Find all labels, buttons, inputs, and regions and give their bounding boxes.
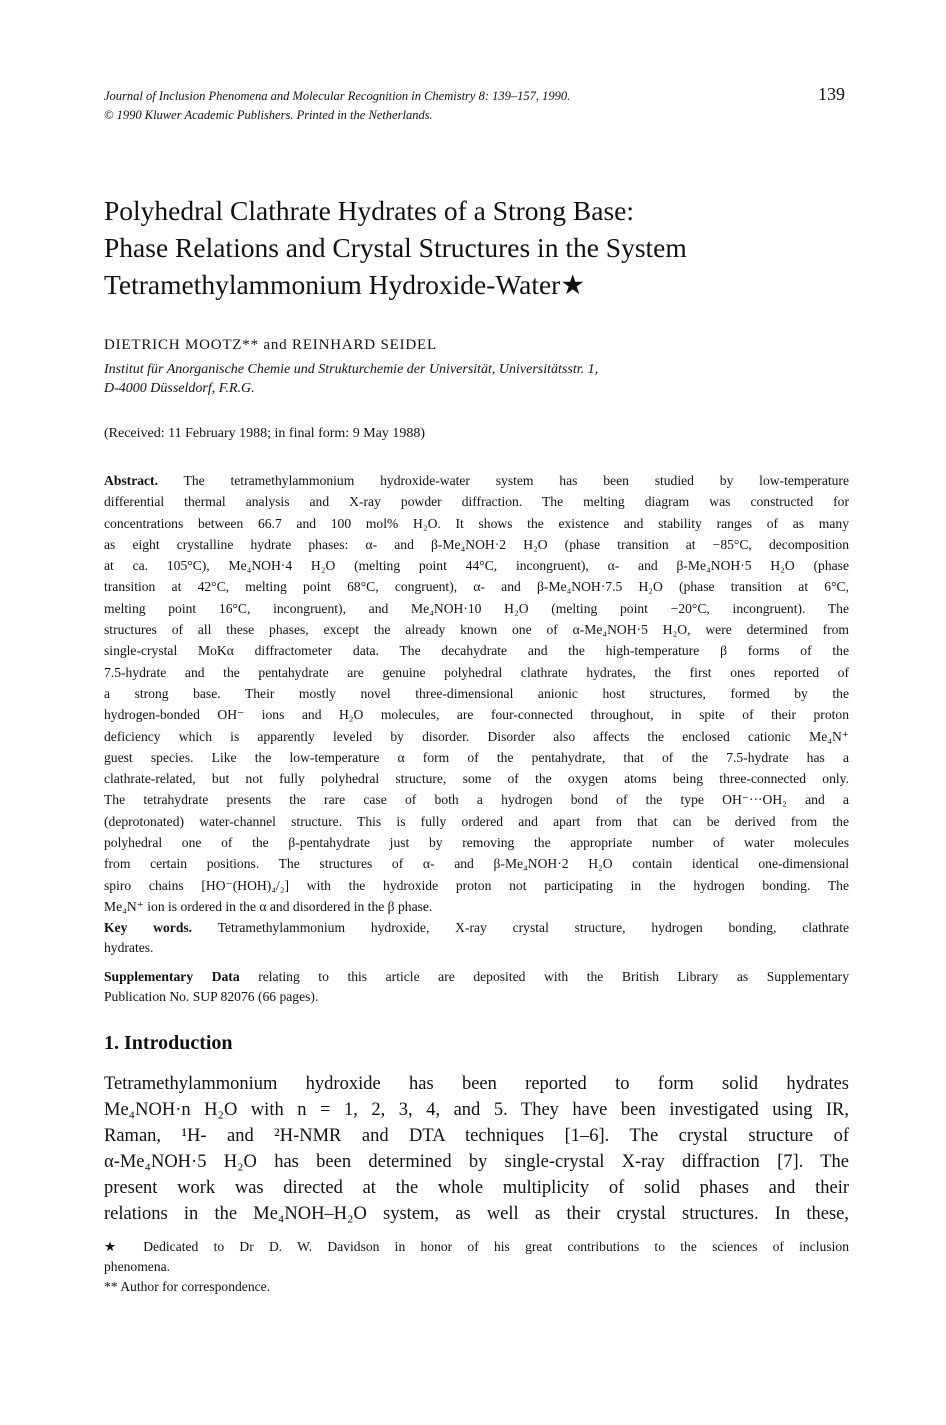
abstract bbox=[104, 470, 849, 917]
keywords-line: Key words. Tetramethylammonium hydroxide, X-ray crystal structure, hydrogen bonding, clathrate bbox=[104, 920, 850, 935]
affiliation-line-1: Institut für Anorganische Chemie und Strukturchemie der Universität, Universitätsstr. 1, bbox=[104, 362, 599, 377]
keywords-label: Key words. bbox=[104, 920, 193, 935]
journal-header bbox=[104, 87, 570, 125]
received-dates: (Received: 11 February 1988; in final form: 9 May 1988) bbox=[104, 426, 426, 441]
body-line: present work was directed at the whole multiplicity of solid phases and their bbox=[104, 1178, 849, 1198]
footnote-dedication: ★ Dedicated to Dr D. W. Davidson in honor of his great contributions to the sciences of inclusion bbox=[104, 1239, 849, 1254]
keywords bbox=[104, 918, 849, 958]
body-line: Raman, ¹H- and ²H-NMR and DTA techniques [1–6]. The crystal structure of bbox=[104, 1126, 849, 1146]
abstract-line: hydrogen-bonded OH⁻ ions and H₂O molecules, are four-connected throughout, in spite of their proton bbox=[104, 707, 849, 723]
abstract-line: from certain positions. The structures of α- and β-Me₄NOH·2 H₂O contain identical one-dimensional bbox=[104, 856, 849, 872]
abstract-line: differential thermal analysis and X-ray powder diffraction. The melting diagram was constructed for bbox=[104, 494, 849, 510]
abstract-line: polyhedral one of the β-pentahydrate just by removing the appropriate number of water molecules bbox=[104, 835, 849, 851]
title-line-1: Polyhedral Clathrate Hydrates of a Strong Base: bbox=[104, 195, 635, 226]
body-line: relations in the Me₄NOH–H₂O system, as well as their crystal structures. In these, bbox=[104, 1204, 849, 1224]
title-line-2: Phase Relations and Crystal Structures in the System bbox=[104, 232, 687, 263]
abstract-line: a strong base. Their mostly novel three-dimensional anionic host structures, formed by the bbox=[104, 685, 849, 701]
supplementary-line: Publication No. SUP 82076 (66 pages). bbox=[104, 989, 319, 1004]
authors: DIETRICH MOOTZ** and REINHARD SEIDEL bbox=[104, 337, 437, 353]
affiliation bbox=[104, 360, 598, 398]
abstract-line: clathrate-related, but not fully polyhedral structure, some of the oxygen atoms being three-connected only. bbox=[104, 771, 849, 787]
journal-citation: Journal of Inclusion Phenomena and Molecular Recognition in Chemistry 8: 139–157, 1990. bbox=[104, 89, 571, 103]
supplementary-line: Supplementary Data relating to this article are deposited with the British Library as Supplementary bbox=[104, 969, 850, 984]
section-heading: 1. Introduction bbox=[104, 1032, 233, 1054]
abstract-line: at ca. 105°C), Me₄NOH·4 H₂O (melting point 44°C, incongruent), α- and β-Me₄NOH·5 H₂O (phase bbox=[104, 558, 849, 574]
abstract-line: guest species. Like the low-temperature α form of the pentahydrate, that of the 7.5-hydrate has a bbox=[104, 749, 849, 765]
body-line: Tetramethylammonium hydroxide has been reported to form solid hydrates bbox=[104, 1074, 849, 1094]
abstract-line: (deprotonated) water-channel structure. This is fully ordered and apart from that can be derived from the bbox=[104, 813, 849, 829]
abstract-line: deficiency which is apparently leveled by disorder. Disorder also affects the enclosed cationic Me₄N⁺ bbox=[104, 728, 849, 744]
abstract-line: Abstract. The tetramethylammonium hydroxide-water system has been studied by low-temperature bbox=[104, 473, 849, 488]
affiliation-line-2: D-4000 Düsseldorf, F.R.G. bbox=[104, 381, 255, 396]
abstract-line: melting point 16°C, incongruent), and Me₄NOH·10 H₂O (melting point −20°C, incongruent). The bbox=[104, 600, 849, 616]
abstract-label: Abstract. bbox=[104, 473, 158, 488]
copyright-line: © 1990 Kluwer Academic Publishers. Printed in the Netherlands. bbox=[104, 108, 433, 122]
abstract-line: structures of all these phases, except the already known one of α-Me₄NOH·5 H₂O, were determined from bbox=[104, 622, 849, 638]
body-line: Me₄NOH·n H₂O with n = 1, 2, 3, 4, and 5. They have been investigated using IR, bbox=[104, 1100, 849, 1120]
abstract-line: spiro chains [HO⁻(HOH)₄/₂] with the hydroxide proton not participating in the hydrogen bonding. The bbox=[104, 877, 849, 893]
introduction-body bbox=[104, 1071, 849, 1227]
footnote-dedication-cont: phenomena. bbox=[104, 1259, 171, 1274]
abstract-line: transition at 42°C, melting point 68°C, congruent), α- and β-Me₄NOH·7.5 H₂O (phase transition at 6°C, bbox=[104, 579, 849, 595]
abstract-line: single-crystal MoKα diffractometer data. The decahydrate and the high-temperature β forms of the bbox=[104, 643, 849, 659]
abstract-line: The tetrahydrate presents the rare case of both a hydrogen bond of the type OH⁻···OH₂ and a bbox=[104, 792, 849, 808]
footnotes bbox=[104, 1237, 849, 1297]
abstract-line: as eight crystalline hydrate phases: α- and β-Me₄NOH·2 H₂O (phase transition at −85°C, decomposition bbox=[104, 536, 849, 552]
body-line: α-Me₄NOH·5 H₂O has been determined by single-crystal X-ray diffraction [7]. The bbox=[104, 1152, 849, 1172]
abstract-line: Me₄N⁺ ion is ordered in the α and disordered in the β phase. bbox=[104, 898, 433, 914]
keywords-line: hydrates. bbox=[104, 940, 154, 955]
page-number: 139 bbox=[818, 84, 845, 104]
abstract-line: 7.5-hydrate and the pentahydrate are genuine polyhedral clathrate hydrates, the first ones reported of bbox=[104, 664, 849, 680]
supplementary-label: Supplementary Data bbox=[104, 969, 240, 984]
article-title bbox=[104, 192, 687, 303]
supplementary-data bbox=[104, 967, 849, 1007]
title-line-3: Tetramethylammonium Hydroxide-Water★ bbox=[104, 269, 585, 300]
abstract-line: concentrations between 66.7 and 100 mol% H₂O. It shows the existence and stability ranges of as many bbox=[104, 515, 849, 531]
footnote-correspondence: ** Author for correspondence. bbox=[104, 1279, 271, 1294]
